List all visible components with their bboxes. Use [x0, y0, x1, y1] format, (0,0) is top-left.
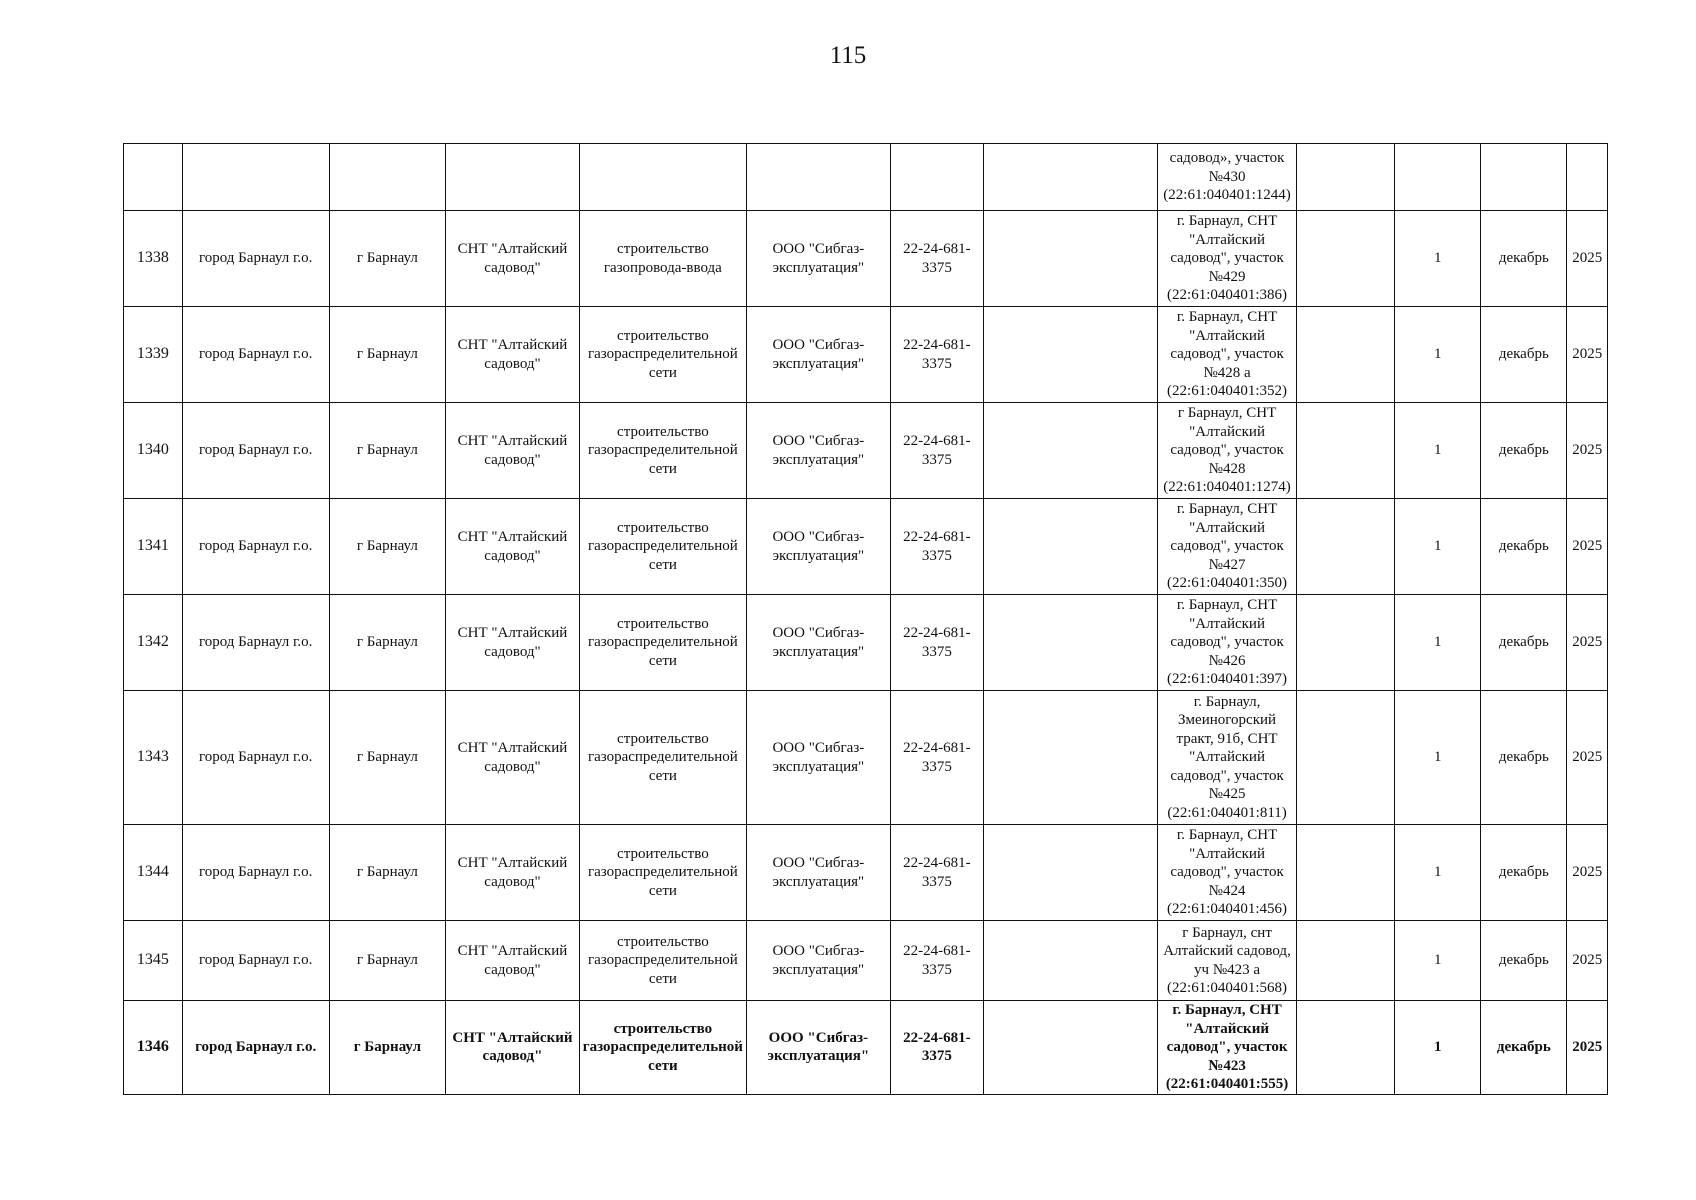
cell-address: г. Барнаул, Змеиногорский тракт, 91б, СНТ "Алтайский садовод", участок №425 (22:61:040401:811) — [1158, 691, 1297, 825]
cell-municipality: город Барнаул г.о. — [182, 403, 329, 499]
cell-month: декабрь — [1481, 595, 1567, 691]
cell-settlement: г Барнаул — [329, 595, 445, 691]
cell-empty — [1296, 691, 1394, 825]
cell-org: ООО "Сибгаз-эксплуатация" — [746, 595, 890, 691]
cell-year: 2025 — [1567, 595, 1608, 691]
cell-code: 22-24-681-3375 — [890, 499, 983, 595]
cell-num: 1342 — [124, 595, 183, 691]
cell-org: ООО "Сибгаз-эксплуатация" — [746, 921, 890, 1001]
cell-work: строительство газораспределительной сети — [579, 595, 746, 691]
cell-applicant: СНТ "Алтайский садовод" — [446, 307, 580, 403]
cell-qty: 1 — [1395, 499, 1481, 595]
cell-municipality: город Барнаул г.о. — [182, 825, 329, 921]
cell-month — [1481, 144, 1567, 211]
cell-empty — [983, 307, 1157, 403]
cell-empty — [1296, 595, 1394, 691]
cell-code: 22-24-681-3375 — [890, 211, 983, 307]
cell-empty — [983, 825, 1157, 921]
cell-org — [746, 144, 890, 211]
cell-org: ООО "Сибгаз-эксплуатация" — [746, 825, 890, 921]
cell-empty — [1296, 211, 1394, 307]
cell-applicant: СНТ "Алтайский садовод" — [446, 499, 580, 595]
cell-work: строительство газораспределительной сети — [579, 825, 746, 921]
cell-code: 22-24-681-3375 — [890, 691, 983, 825]
table-row-continued — [124, 144, 1608, 211]
cell-year: 2025 — [1567, 499, 1608, 595]
cell-empty — [1296, 921, 1394, 1001]
cell-qty: 1 — [1395, 211, 1481, 307]
cell-month: декабрь — [1481, 499, 1567, 595]
cell-num: 1341 — [124, 499, 183, 595]
cell-year: 2025 — [1567, 307, 1608, 403]
cell-num — [124, 144, 183, 211]
cell-empty — [1296, 1001, 1394, 1095]
register-table — [123, 143, 1608, 1095]
cell-empty — [1296, 144, 1394, 211]
cell-address: садовод», участок №430 (22:61:040401:1244) — [1158, 144, 1297, 211]
cell-address: г Барнаул, снт Алтайский садовод, уч №423 а (22:61:040401:568) — [1158, 921, 1297, 1001]
cell-work: строительство газораспределительной сети — [579, 499, 746, 595]
table-row — [124, 1001, 1608, 1095]
cell-org: ООО "Сибгаз-эксплуатация" — [746, 691, 890, 825]
cell-num: 1338 — [124, 211, 183, 307]
cell-code: 22-24-681-3375 — [890, 825, 983, 921]
cell-year: 2025 — [1567, 1001, 1608, 1095]
cell-org: ООО "Сибгаз-эксплуатация" — [746, 1001, 890, 1095]
cell-empty — [983, 499, 1157, 595]
cell-empty — [1296, 499, 1394, 595]
cell-month: декабрь — [1481, 825, 1567, 921]
cell-municipality: город Барнаул г.о. — [182, 211, 329, 307]
cell-empty — [983, 921, 1157, 1001]
cell-code: 22-24-681-3375 — [890, 921, 983, 1001]
cell-work: строительство газораспределительной сети — [579, 691, 746, 825]
cell-month: декабрь — [1481, 307, 1567, 403]
cell-org: ООО "Сибгаз-эксплуатация" — [746, 211, 890, 307]
table-row — [124, 921, 1608, 1001]
cell-work: строительство газораспределительной сети — [579, 307, 746, 403]
cell-work — [579, 144, 746, 211]
cell-address: г. Барнаул, СНТ "Алтайский садовод", участок №424 (22:61:040401:456) — [1158, 825, 1297, 921]
cell-settlement: г Барнаул — [329, 211, 445, 307]
cell-work: строительство газораспределительной сети — [579, 921, 746, 1001]
cell-month: декабрь — [1481, 403, 1567, 499]
cell-num: 1343 — [124, 691, 183, 825]
cell-settlement: г Барнаул — [329, 1001, 445, 1095]
cell-municipality: город Барнаул г.о. — [182, 1001, 329, 1095]
cell-municipality: город Барнаул г.о. — [182, 307, 329, 403]
cell-empty — [1296, 307, 1394, 403]
cell-settlement: г Барнаул — [329, 921, 445, 1001]
cell-year: 2025 — [1567, 921, 1608, 1001]
cell-qty: 1 — [1395, 1001, 1481, 1095]
cell-code: 22-24-681-3375 — [890, 403, 983, 499]
cell-work: строительство газораспределительной сети — [579, 1001, 746, 1095]
cell-municipality — [182, 144, 329, 211]
cell-applicant: СНТ "Алтайский садовод" — [446, 403, 580, 499]
page-number: 115 — [829, 42, 867, 69]
cell-applicant: СНТ "Алтайский садовод" — [446, 921, 580, 1001]
cell-qty: 1 — [1395, 403, 1481, 499]
cell-settlement: г Барнаул — [329, 307, 445, 403]
cell-address: г. Барнаул, СНТ "Алтайский садовод", участок №428 а (22:61:040401:352) — [1158, 307, 1297, 403]
table-row — [124, 825, 1608, 921]
cell-settlement — [329, 144, 445, 211]
cell-qty: 1 — [1395, 825, 1481, 921]
cell-org: ООО "Сибгаз-эксплуатация" — [746, 403, 890, 499]
cell-year: 2025 — [1567, 691, 1608, 825]
cell-year: 2025 — [1567, 403, 1608, 499]
cell-num: 1345 — [124, 921, 183, 1001]
cell-code: 22-24-681-3375 — [890, 1001, 983, 1095]
cell-empty — [983, 211, 1157, 307]
cell-num: 1340 — [124, 403, 183, 499]
table-row — [124, 307, 1608, 403]
cell-address: г Барнаул, СНТ "Алтайский садовод", участок №428 (22:61:040401:1274) — [1158, 403, 1297, 499]
cell-year: 2025 — [1567, 211, 1608, 307]
cell-empty — [983, 403, 1157, 499]
cell-settlement: г Барнаул — [329, 825, 445, 921]
cell-code: 22-24-681-3375 — [890, 307, 983, 403]
cell-empty — [983, 1001, 1157, 1095]
table-row — [124, 211, 1608, 307]
cell-applicant: СНТ "Алтайский садовод" — [446, 211, 580, 307]
cell-qty: 1 — [1395, 307, 1481, 403]
cell-applicant: СНТ "Алтайский садовод" — [446, 1001, 580, 1095]
cell-num: 1344 — [124, 825, 183, 921]
cell-municipality: город Барнаул г.о. — [182, 691, 329, 825]
cell-year: 2025 — [1567, 825, 1608, 921]
cell-org: ООО "Сибгаз-эксплуатация" — [746, 307, 890, 403]
cell-address: г. Барнаул, СНТ "Алтайский садовод", участок №427 (22:61:040401:350) — [1158, 499, 1297, 595]
cell-code — [890, 144, 983, 211]
cell-empty — [1296, 403, 1394, 499]
cell-applicant — [446, 144, 580, 211]
cell-settlement: г Барнаул — [329, 403, 445, 499]
cell-empty — [983, 595, 1157, 691]
table-row — [124, 595, 1608, 691]
cell-settlement: г Барнаул — [329, 691, 445, 825]
cell-qty: 1 — [1395, 691, 1481, 825]
cell-org: ООО "Сибгаз-эксплуатация" — [746, 499, 890, 595]
table-row — [124, 691, 1608, 825]
cell-month: декабрь — [1481, 211, 1567, 307]
cell-month: декабрь — [1481, 1001, 1567, 1095]
cell-applicant: СНТ "Алтайский садовод" — [446, 825, 580, 921]
cell-applicant: СНТ "Алтайский садовод" — [446, 595, 580, 691]
cell-address: г. Барнаул, СНТ "Алтайский садовод", участок №426 (22:61:040401:397) — [1158, 595, 1297, 691]
table-row — [124, 403, 1608, 499]
cell-empty — [983, 691, 1157, 825]
cell-code: 22-24-681-3375 — [890, 595, 983, 691]
table-row — [124, 499, 1608, 595]
cell-settlement: г Барнаул — [329, 499, 445, 595]
cell-address: г. Барнаул, СНТ "Алтайский садовод", участок №429 (22:61:040401:386) — [1158, 211, 1297, 307]
cell-municipality: город Барнаул г.о. — [182, 499, 329, 595]
cell-month: декабрь — [1481, 691, 1567, 825]
cell-qty: 1 — [1395, 595, 1481, 691]
cell-empty — [1296, 825, 1394, 921]
cell-empty — [983, 144, 1157, 211]
cell-num: 1339 — [124, 307, 183, 403]
cell-qty — [1395, 144, 1481, 211]
cell-num: 1346 — [124, 1001, 183, 1095]
cell-applicant: СНТ "Алтайский садовод" — [446, 691, 580, 825]
cell-month: декабрь — [1481, 921, 1567, 1001]
cell-municipality: город Барнаул г.о. — [182, 595, 329, 691]
cell-year — [1567, 144, 1608, 211]
cell-work: строительство газораспределительной сети — [579, 403, 746, 499]
cell-qty: 1 — [1395, 921, 1481, 1001]
cell-work: строительство газопровода-ввода — [579, 211, 746, 307]
cell-address: г. Барнаул, СНТ "Алтайский садовод", участок №423 (22:61:040401:555) — [1158, 1001, 1297, 1095]
cell-municipality: город Барнаул г.о. — [182, 921, 329, 1001]
